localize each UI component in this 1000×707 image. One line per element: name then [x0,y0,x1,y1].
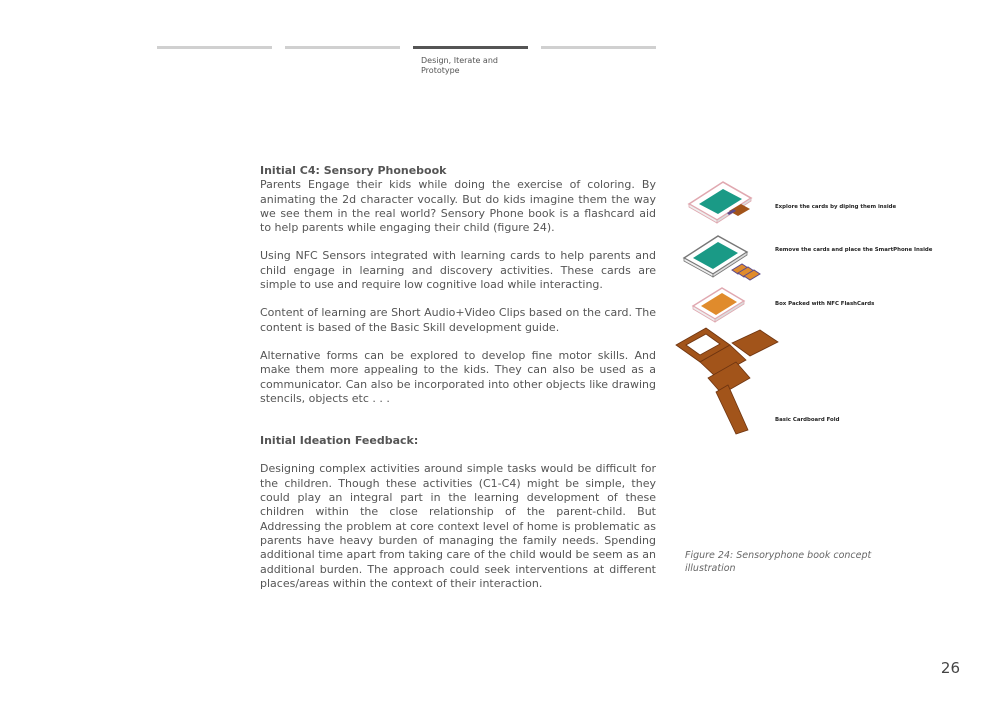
label-smartphone-inside: Remove the cards and place the SmartPhone Inside [775,247,933,253]
page-number: 26 [940,659,960,677]
paragraph-nfc-sensors: Using NFC Sensors integrated with learning cards to help parents and child engage in learning and discovery activities. These cards are simple to use and require low cognitive load while interacting. [260,249,656,292]
progress-step-1 [157,46,272,49]
main-text-column [260,164,656,605]
sensoryphone-illustration-svg [672,178,932,440]
box-smartphone-inside [684,236,760,280]
paragraph-learning-content: Content of learning are Short Audio+Video Clips based on the card. The content is based of the Basic Skill development guide. [260,306,656,334]
heading-ideation-feedback: Initial Ideation Feedback: [260,434,419,448]
paragraph-intro: Parents Engage their kids while doing the exercise of coloring. By animating the 2d character vocally. But do kids imagine them the way we see them in the real world? Sensory Phone book is a flashcard aid to help parents while engaging their child (figure 24). [260,178,656,235]
paragraph-alternative-forms: Alternative forms can be explored to develop fine motor skills. And make them more appealing to the kids. They can also be used as a communicator. Can also be incorporated into other objects like drawing stencils, objects etc . . . [260,348,656,405]
label-explore-cards: Explore the cards by diping them inside [775,204,897,210]
label-packed-flashcards: Box Packed with NFC FlashCards [775,301,875,307]
progress-indicator [157,46,657,50]
section-label: Design, Iterate and Prototype [421,56,498,75]
figure-caption: Figure 24: Sensoryphone book concept illustration [685,550,872,574]
paragraph-feedback: Designing complex activities around simple tasks would be difficult for the children. Though these activities (C1-C4) might be simple, they could play an integral part in the learning development of these children within the close relationship of the parent-child. But Addressing the problem at core context level of home is problematic as parents have heavy burden of managing the family needs. Spending additional time apart from taking care of the child would be seem as an additional burden. The approach could seek interventions at different places/areas within the context of their interaction. [260,462,656,590]
heading-sensory-phonebook: Initial C4: Sensory Phonebook [260,164,447,177]
box-packed-flashcards [693,288,744,322]
progress-step-2 [285,46,400,49]
box-explore-cards [689,182,751,223]
label-cardboard-fold: Basic Cardboard Fold [775,417,840,423]
progress-step-3-active [413,46,528,49]
progress-step-4 [541,46,656,49]
concept-illustration [672,178,932,440]
cardboard-fold [676,328,778,434]
